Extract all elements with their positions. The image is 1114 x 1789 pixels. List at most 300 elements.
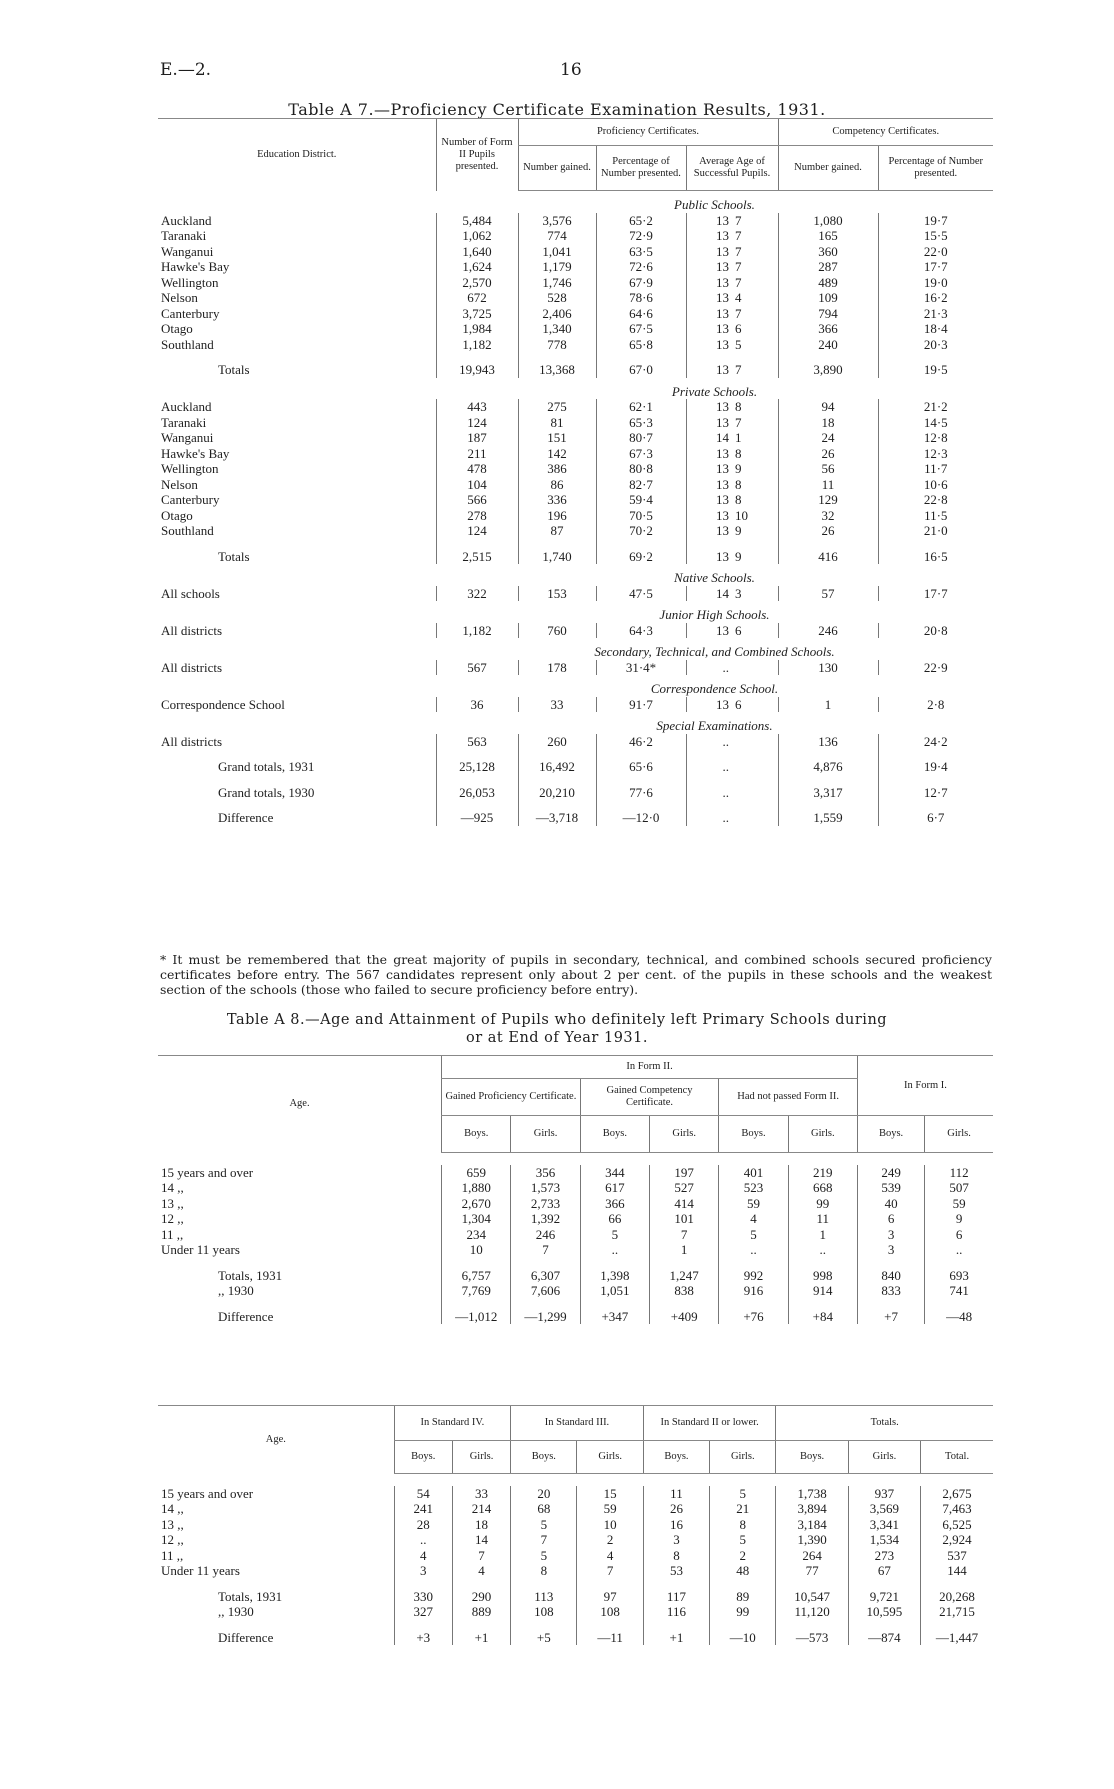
cell-value: 40 (857, 1196, 924, 1212)
cell-value: 13 (686, 244, 732, 260)
header-prof-pct: Percentage of Number presented. (596, 146, 686, 191)
cell-value: 8 (735, 492, 742, 507)
row-label: Southland (161, 336, 214, 352)
cell-value: 11 (643, 1486, 709, 1502)
cell-value: 4 (735, 290, 742, 305)
cell-value: 21·0 (878, 523, 993, 539)
row-label: ,, 1930 (218, 1604, 254, 1619)
table-row (158, 623, 993, 639)
cell-value: 366 (778, 321, 878, 337)
row-label: Wanganui (161, 243, 214, 259)
table-row (158, 1165, 993, 1181)
cell-value: 4 (452, 1563, 510, 1579)
cell-value: 130 (778, 660, 878, 676)
cell-value: 7 (735, 274, 742, 290)
row-label: All schools (161, 585, 220, 601)
cell-value: 197 (650, 1165, 719, 1181)
cell-value: 3 (643, 1532, 709, 1548)
cell-value: 94 (778, 399, 878, 415)
cell-value: 13 (686, 275, 732, 291)
cell-value: 20,210 (518, 775, 596, 801)
cell-value: 2,570 (436, 275, 518, 291)
cell-value: +84 (788, 1299, 857, 1325)
cell-value: 22·0 (878, 244, 993, 260)
cell-value: 1,624 (436, 259, 518, 275)
cell-value: 937 (848, 1486, 920, 1502)
header-avg-age: Average Age of Successful Pupils. (686, 146, 778, 191)
table-row (158, 1486, 993, 1502)
cell-value: 8 (735, 399, 742, 414)
cell-value: 275 (518, 399, 596, 415)
cell-value: 53 (643, 1563, 709, 1579)
a8-header-gained-prof: Gained Proficiency Certificate. (442, 1079, 581, 1116)
a8b-header-std2: In Standard II or lower. (643, 1406, 776, 1441)
cell-value: 567 (436, 660, 518, 676)
cell-value: +3 (394, 1620, 452, 1646)
cell-value: 91·7 (596, 697, 686, 713)
cell-value: 7 (650, 1227, 719, 1243)
cell-value: 5 (719, 1227, 788, 1243)
cell-value: 28 (394, 1517, 452, 1533)
cell-value: 62·1 (596, 399, 686, 415)
cell-value: 1,179 (518, 259, 596, 275)
cell-value: +1 (643, 1620, 709, 1646)
cell-value: —573 (776, 1620, 848, 1646)
cell-value: 1,738 (776, 1486, 848, 1502)
cell-value: .. (925, 1242, 993, 1258)
cell-value: 287 (778, 259, 878, 275)
a8-header-not-passed: Had not passed Form II. (719, 1079, 858, 1116)
cell-value: 36 (436, 697, 518, 713)
a8b-girls: Girls. (848, 1441, 920, 1474)
cell-value: 21 (710, 1501, 776, 1517)
row-label: Nelson (161, 290, 198, 305)
cell-value: 6,307 (511, 1258, 580, 1284)
cell-value: 1,182 (436, 623, 518, 639)
cell-value: 19·7 (878, 213, 993, 229)
cell-value: —48 (925, 1299, 993, 1325)
cell-value: 113 (511, 1579, 577, 1605)
cell-value: 3 (857, 1242, 924, 1258)
cell-value: 6 (925, 1227, 993, 1243)
cell-value: 9 (925, 1211, 993, 1227)
table-a8 (158, 1055, 993, 1324)
cell-value: 99 (710, 1604, 776, 1620)
a8b-header-totals: Totals. (776, 1406, 993, 1441)
cell-value: 20·8 (878, 623, 993, 639)
a8-girls: Girls. (650, 1116, 719, 1153)
table-a8-continued (158, 1405, 993, 1645)
row-label: 12 ,, (161, 1211, 184, 1226)
cell-value: 13 (686, 508, 732, 524)
cell-value: 11 (788, 1211, 857, 1227)
row-label: 14 ,, (161, 1180, 184, 1195)
cell-value: 16 (643, 1517, 709, 1533)
cell-value: 778 (518, 337, 596, 353)
cell-value: 4,876 (778, 749, 878, 775)
cell-value: 1 (650, 1242, 719, 1258)
difference-row (158, 1620, 993, 1646)
cell-value: 566 (436, 492, 518, 508)
spacer-row (158, 1474, 993, 1486)
cell-value: +1 (452, 1620, 510, 1646)
cell-value: +76 (719, 1299, 788, 1325)
row-label: Southland (161, 523, 214, 538)
cell-value: 56 (778, 461, 878, 477)
cell-value: 260 (518, 734, 596, 750)
cell-value (732, 749, 778, 775)
spacer (158, 564, 436, 586)
cell-value: 672 (436, 290, 518, 306)
cell-value: .. (788, 1242, 857, 1258)
cell-value: 1,041 (518, 244, 596, 260)
cell-value: 7 (735, 212, 742, 228)
cell-value: 9 (735, 548, 742, 564)
cell-value: 72·9 (596, 228, 686, 244)
cell-value: 1,390 (776, 1532, 848, 1548)
spacer-row (158, 1153, 993, 1165)
cell-value: 144 (921, 1563, 993, 1579)
cell-value: 13 (686, 290, 732, 306)
cell-value: 13 (686, 337, 732, 353)
cell-value: 1,534 (848, 1532, 920, 1548)
cell-value: 65·2 (596, 213, 686, 229)
cell-value: 507 (925, 1180, 993, 1196)
cell-value: 13 (686, 697, 732, 713)
row-label: Grand totals, 1930 (218, 784, 315, 800)
table-row (158, 1563, 993, 1579)
difference-row (158, 800, 993, 826)
cell-value: 13 (686, 259, 732, 275)
cell-value: 914 (788, 1283, 857, 1299)
cell-value: 19·4 (878, 749, 993, 775)
cell-value: 1,392 (511, 1211, 580, 1227)
cell-value: 3 (735, 585, 742, 601)
totals-row (158, 1579, 993, 1605)
cell-value: 10·6 (878, 477, 993, 493)
cell-value: .. (719, 1242, 788, 1258)
cell-value: 1 (788, 1227, 857, 1243)
cell-value: 1,062 (436, 228, 518, 244)
cell-value: 840 (857, 1258, 924, 1284)
cell-value: 13 (686, 523, 732, 539)
cell-value: 1,304 (442, 1211, 511, 1227)
cell-value: 89 (710, 1579, 776, 1605)
cell-value: 219 (788, 1165, 857, 1181)
section-caption-row (158, 638, 993, 660)
table-a8-title-line1: Table A 8.—Age and Attainment of Pupils who definitely left Primary Schools during (226, 1012, 888, 1028)
cell-value: 19·0 (878, 275, 993, 291)
cell-value: 13 (686, 477, 732, 493)
cell-value: 617 (580, 1180, 649, 1196)
cell-value: 112 (925, 1165, 993, 1181)
cell-value: 67·5 (596, 321, 686, 337)
cell-value: 26 (778, 446, 878, 462)
cell-value: 77 (776, 1563, 848, 1579)
cell-value: 443 (436, 399, 518, 415)
table-row (158, 660, 993, 676)
cell-value: 63·5 (596, 244, 686, 260)
cell-value: 11·7 (878, 461, 993, 477)
cell-value: 8 (643, 1548, 709, 1564)
cell-value: .. (686, 800, 732, 826)
cell-value: 1,880 (442, 1180, 511, 1196)
cell-value: 7 (735, 305, 742, 321)
cell-value: 2 (710, 1548, 776, 1564)
table-row (158, 430, 993, 446)
cell-value: 165 (778, 228, 878, 244)
cell-value: .. (686, 749, 732, 775)
cell-value: 13 (686, 446, 732, 462)
cell-value: 59 (719, 1196, 788, 1212)
table-row (158, 461, 993, 477)
header-competency: Competency Certificates. (778, 119, 993, 146)
cell-value: 2,675 (921, 1486, 993, 1502)
cell-value: 101 (650, 1211, 719, 1227)
cell-value: 9 (735, 461, 742, 476)
cell-value: 5 (735, 336, 742, 352)
cell-value: 1,559 (778, 800, 878, 826)
header-prof-gained: Number gained. (518, 146, 596, 191)
cell-value: 3,725 (436, 306, 518, 322)
cell-value: 26,053 (436, 775, 518, 801)
cell-value: —12·0 (596, 800, 686, 826)
cell-value: 6·7 (878, 800, 993, 826)
footnote: * It must be remembered that the great majority of pupils in secondary, technical, and combined schools secured proficiency certificates before entry. The 567 candidates represent only about 2 per cent. of the pupils in these schools and the weakest section of the schools (those who failed to secure proficiency before entry). (160, 952, 992, 997)
table-row (158, 1180, 993, 1196)
cell-value (732, 800, 778, 826)
row-label: Totals (218, 548, 250, 564)
cell-value (732, 775, 778, 801)
cell-value: 18 (778, 415, 878, 431)
a8b-header-std3: In Standard III. (511, 1406, 644, 1441)
cell-value: 12·3 (878, 446, 993, 462)
table-row (158, 415, 993, 431)
cell-value: 2,515 (436, 539, 518, 565)
cell-value: 86 (518, 477, 596, 493)
cell-value: 6,525 (921, 1517, 993, 1533)
a8b-girls: Girls. (710, 1441, 776, 1474)
cell-value: 10,547 (776, 1579, 848, 1605)
a8-header-form1: In Form I. (857, 1056, 993, 1116)
spacer (158, 378, 436, 400)
row-label: Grand totals, 1931 (218, 759, 315, 774)
row-label: Wellington (161, 274, 219, 290)
row-label: Wellington (161, 461, 219, 476)
totals-row (158, 1604, 993, 1620)
cell-value: 117 (643, 1579, 709, 1605)
cell-value: 24·2 (878, 734, 993, 750)
cell-value: 19·5 (878, 352, 993, 378)
totals-row (158, 539, 993, 565)
a8-girls: Girls. (925, 1116, 993, 1153)
cell-value: 14·5 (878, 415, 993, 431)
cell-value: 20 (511, 1486, 577, 1502)
a8b-girls: Girls. (577, 1441, 643, 1474)
cell-value: 33 (518, 697, 596, 713)
table-row (158, 306, 993, 322)
row-label: Difference (218, 1308, 274, 1324)
cell-value: 13 (686, 399, 732, 415)
row-label: All districts (161, 622, 223, 638)
a8-header-gained-comp: Gained Competency Certificate. (580, 1079, 719, 1116)
header-presented: Number of Form II Pupils presented. (436, 119, 518, 191)
section-caption: Native Schools. (674, 570, 755, 585)
cell-value: 1 (735, 430, 742, 445)
cell-value: 6 (735, 622, 742, 638)
cell-value: 401 (719, 1165, 788, 1181)
cell-value: 18 (452, 1517, 510, 1533)
cell-value: 64·3 (596, 623, 686, 639)
row-label: Totals (218, 362, 250, 377)
cell-value: .. (686, 734, 732, 750)
cell-value: 916 (719, 1283, 788, 1299)
header-comp-pct: Percentage of Number presented. (878, 146, 993, 191)
cell-value: 7 (735, 362, 742, 377)
cell-value: 16,492 (518, 749, 596, 775)
table-row (158, 586, 993, 602)
row-label: Wanganui (161, 430, 214, 445)
cell-value: 67·0 (596, 352, 686, 378)
cell-value: 1,340 (518, 321, 596, 337)
a8b-boys: Boys. (776, 1441, 848, 1474)
cell-value: 77·6 (596, 775, 686, 801)
header-district: Education District. (158, 119, 436, 191)
cell-value: 81 (518, 415, 596, 431)
cell-value: 6 (735, 321, 742, 336)
cell-value: 97 (577, 1579, 643, 1605)
cell-value: 527 (650, 1180, 719, 1196)
cell-value: —925 (436, 800, 518, 826)
cell-value: 70·2 (596, 523, 686, 539)
cell-value: 12·7 (878, 775, 993, 801)
row-label: 14 ,, (161, 1501, 184, 1516)
totals-row (158, 1283, 993, 1299)
row-label: 15 years and over (161, 1164, 254, 1180)
cell-value: 668 (788, 1180, 857, 1196)
cell-value: 17·7 (878, 259, 993, 275)
cell-value: 187 (436, 430, 518, 446)
cell-value: 249 (857, 1165, 924, 1181)
cell-value: 78·6 (596, 290, 686, 306)
cell-value: 17·7 (878, 586, 993, 602)
cell-value: —10 (710, 1620, 776, 1646)
cell-value: .. (686, 660, 732, 676)
cell-value: 1,182 (436, 337, 518, 353)
a8-header-age: Age. (158, 1056, 442, 1153)
cell-value: 8 (710, 1517, 776, 1533)
cell-value: 16·2 (878, 290, 993, 306)
cell-value: 6,757 (442, 1258, 511, 1284)
a8-girls: Girls. (788, 1116, 857, 1153)
table-row (158, 1501, 993, 1517)
cell-value: 9 (735, 523, 742, 538)
cell-value: 67 (848, 1563, 920, 1579)
cell-value: 20·3 (878, 337, 993, 353)
cell-value: 241 (394, 1501, 452, 1517)
row-label: Totals, 1931 (218, 1588, 283, 1604)
section-caption: Special Examinations. (656, 718, 773, 733)
document-reference: E.—2. (160, 60, 212, 80)
cell-value: 7 (735, 259, 742, 274)
cell-value: 11 (778, 477, 878, 493)
cell-value: 838 (650, 1283, 719, 1299)
totals-row (158, 352, 993, 378)
cell-value: 2,406 (518, 306, 596, 322)
spacer (158, 638, 436, 660)
cell-value: 5,484 (436, 213, 518, 229)
cell-value: 1,247 (650, 1258, 719, 1284)
cell-value: 563 (436, 734, 518, 750)
cell-value: 7 (577, 1563, 643, 1579)
cell-value: 246 (778, 623, 878, 639)
row-label: Auckland (161, 399, 212, 414)
row-label: 11 ,, (161, 1226, 184, 1242)
cell-value: 108 (577, 1604, 643, 1620)
row-label: Hawke's Bay (161, 259, 230, 274)
cell-value: 26 (643, 1501, 709, 1517)
cell-value: 13 (686, 623, 732, 639)
cell-value: 13 (686, 228, 732, 244)
cell-value: 366 (580, 1196, 649, 1212)
cell-value: 3,341 (848, 1517, 920, 1533)
a8-boys: Boys. (857, 1116, 924, 1153)
totals-row (158, 1258, 993, 1284)
row-label: Totals, 1931 (218, 1267, 283, 1283)
cell-value: 992 (719, 1258, 788, 1284)
row-label: Nelson (161, 476, 198, 492)
cell-value: 240 (778, 337, 878, 353)
table-row (158, 446, 993, 462)
cell-value: 5 (710, 1486, 776, 1502)
cell-value: .. (580, 1242, 649, 1258)
grand-total-row (158, 749, 993, 775)
table-a7-title: Table A 7.—Proficiency Certificate Examination Results, 1931. (288, 100, 826, 119)
cell-value: 489 (778, 275, 878, 291)
header-proficiency: Proficiency Certificates. (518, 119, 778, 146)
header-comp-gained: Number gained. (778, 146, 878, 191)
row-label: Correspondence School (161, 696, 285, 712)
cell-value: —1,012 (442, 1299, 511, 1325)
row-label: 12 ,, (161, 1532, 184, 1547)
cell-value: 136 (778, 734, 878, 750)
cell-value: 336 (518, 492, 596, 508)
cell-value: 523 (719, 1180, 788, 1196)
table-row (158, 259, 993, 275)
cell-value: 59·4 (596, 492, 686, 508)
cell-value: 3,569 (848, 1501, 920, 1517)
row-label: All districts (161, 733, 223, 749)
cell-value: 528 (518, 290, 596, 306)
cell-value: 80·7 (596, 430, 686, 446)
cell-value: 327 (394, 1604, 452, 1620)
cell-value: 26 (778, 523, 878, 539)
cell-value: 5 (511, 1517, 577, 1533)
cell-value: 4 (577, 1548, 643, 1564)
cell-value: 54 (394, 1486, 452, 1502)
cell-value: 2·8 (878, 697, 993, 713)
cell-value: 7,769 (442, 1283, 511, 1299)
cell-value: 774 (518, 228, 596, 244)
cell-value: 129 (778, 492, 878, 508)
cell-value: 998 (788, 1258, 857, 1284)
row-label: Taranaki (161, 228, 207, 243)
table-row (158, 1227, 993, 1243)
cell-value: 153 (518, 586, 596, 602)
cell-value: 31·4* (596, 660, 686, 676)
difference-row (158, 1299, 993, 1325)
cell-value: +5 (511, 1620, 577, 1646)
